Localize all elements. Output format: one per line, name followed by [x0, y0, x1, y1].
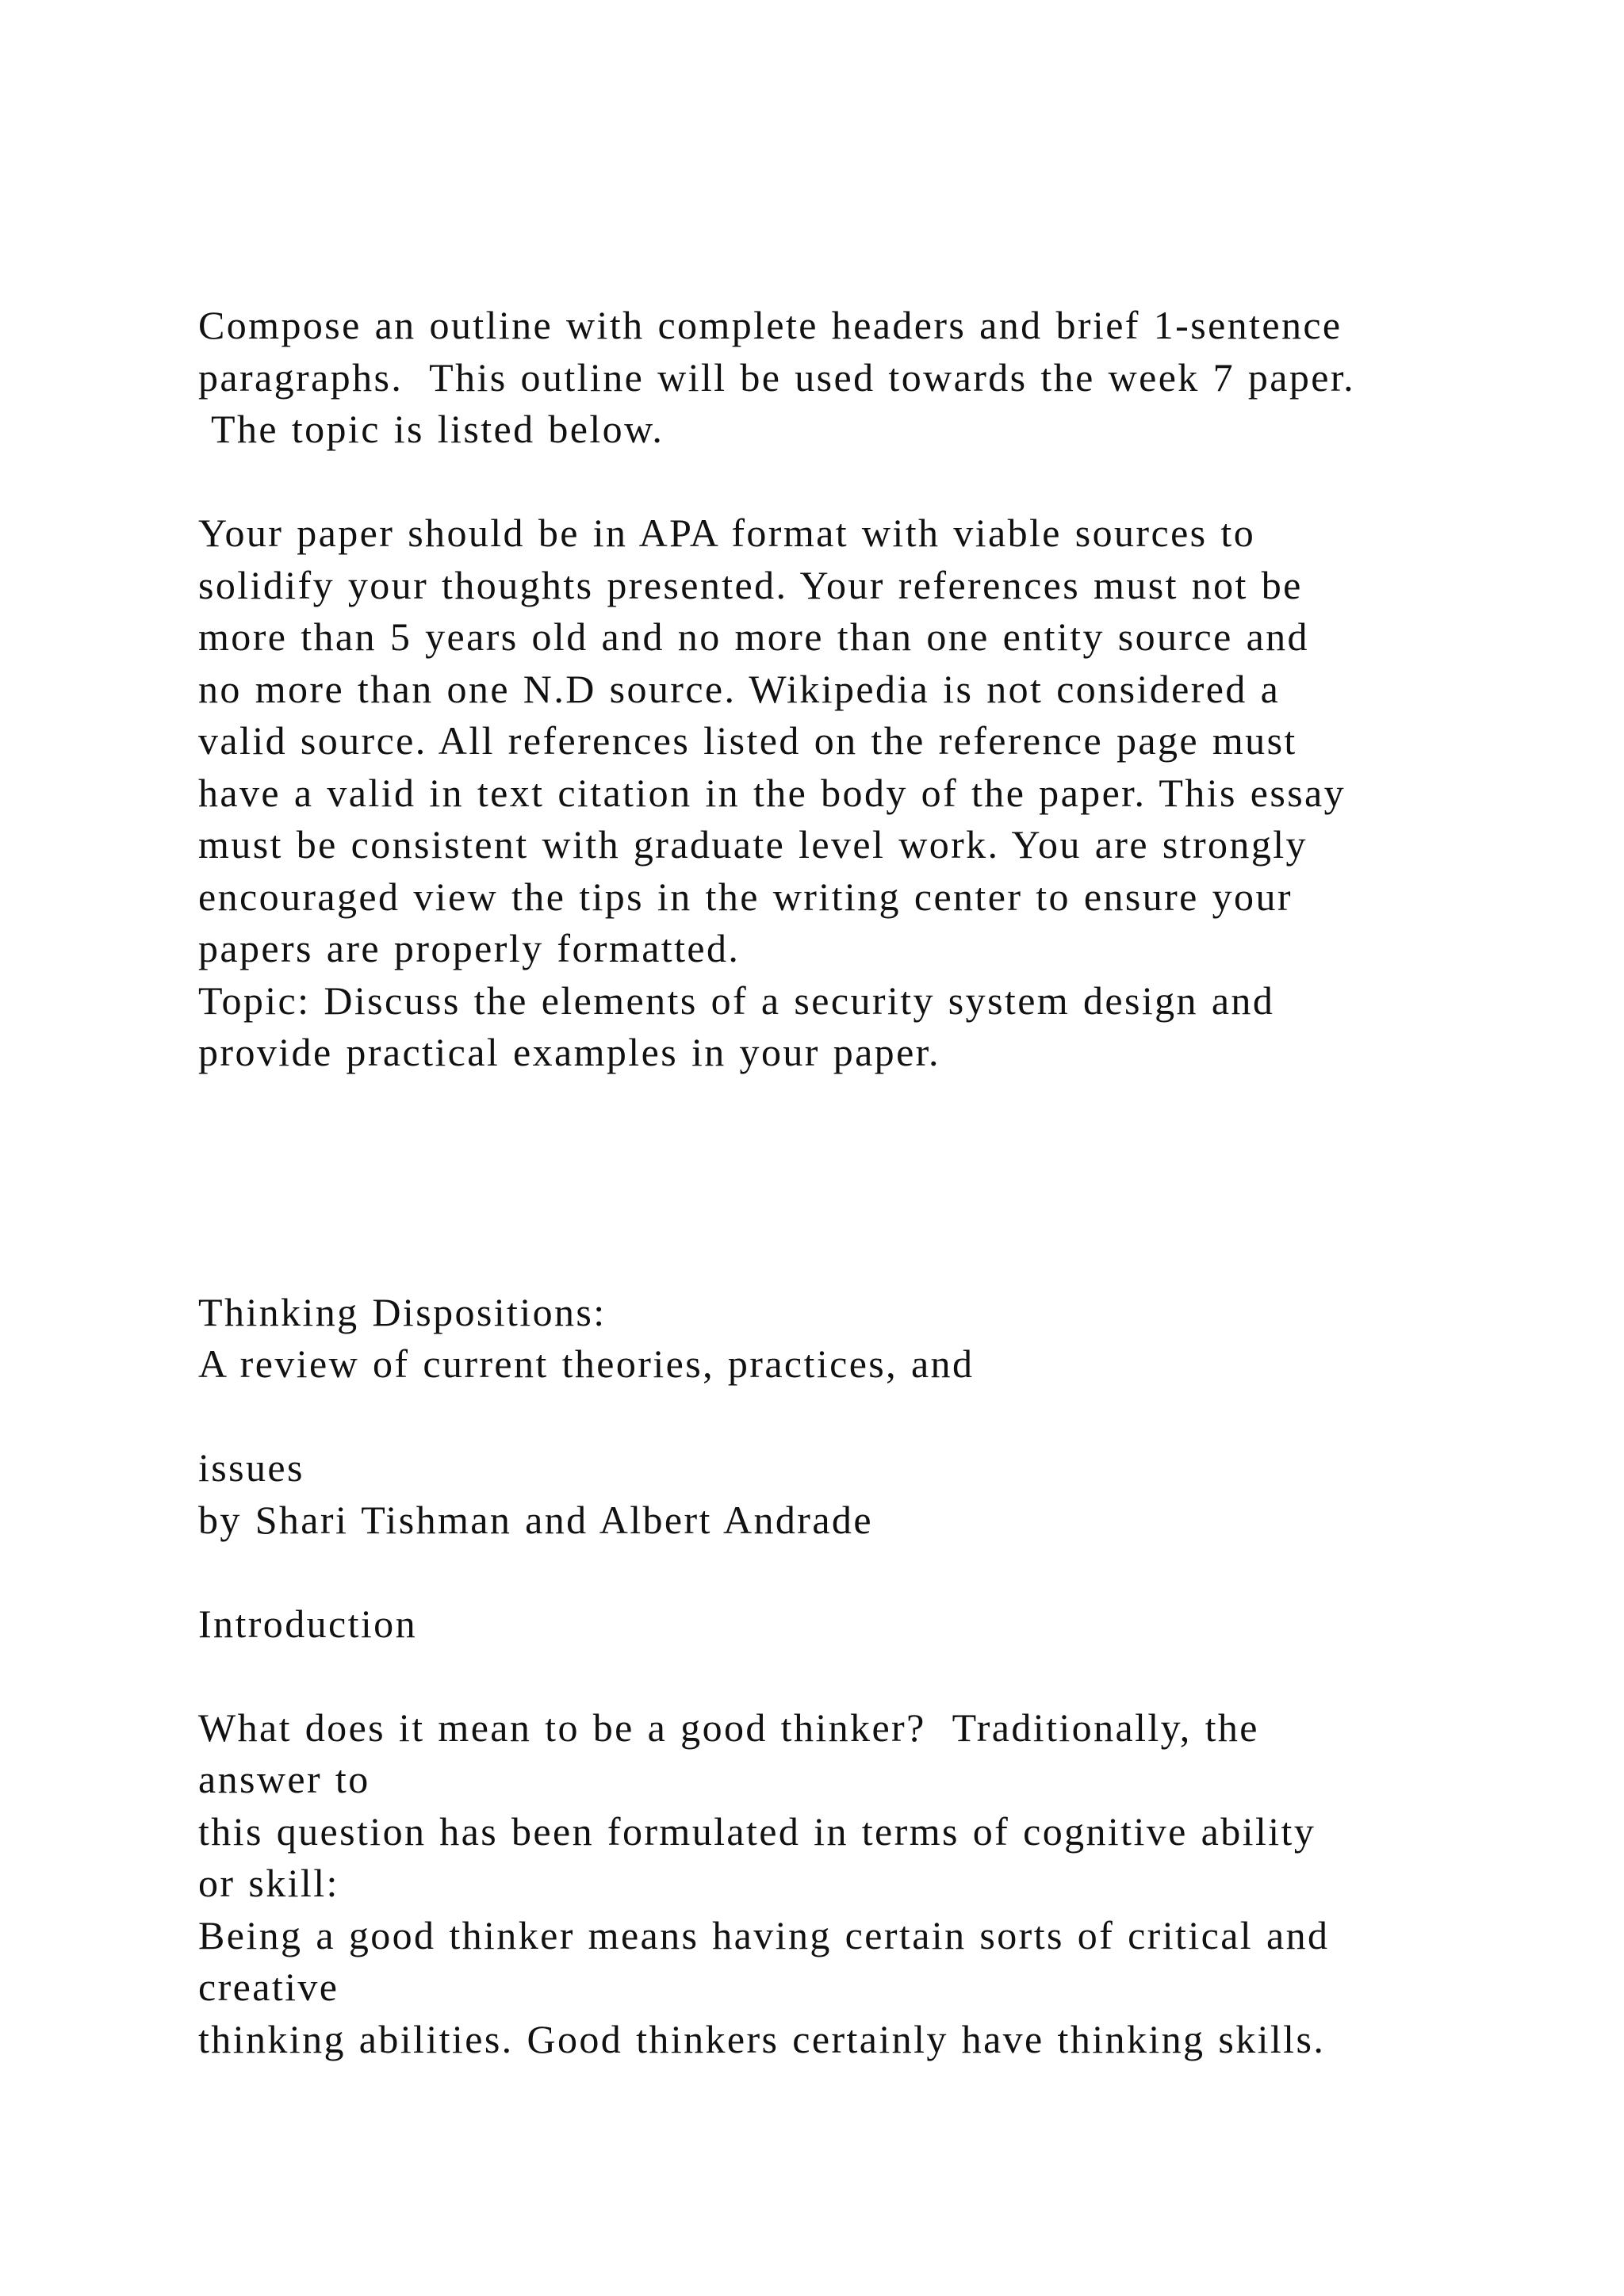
text-line: Your paper should be in APA format with viable sources to [198, 511, 1256, 555]
text-line: provide practical examples in your paper. [198, 1030, 940, 1074]
text-line: Being a good thinker means having certain sorts of critical and [198, 1912, 1330, 1957]
blank-line [198, 1391, 1546, 1443]
text-line: What does it mean to be a good thinker? Traditionally, the [198, 1705, 1259, 1750]
blank-line [198, 1234, 1546, 1287]
text-line: no more than one N.D source. Wikipedia is not considered a [198, 666, 1281, 711]
text-line: more than 5 years old and no more than one entity source and [198, 614, 1309, 659]
text-line: encouraged view the tips in the writing center to ensure your [198, 874, 1293, 919]
topic-line: Topic: Discuss the elements of a security system design and [198, 978, 1275, 1023]
text-line: paragraphs. This outline will be used towards the week 7 paper. [198, 354, 1356, 400]
blank-line [198, 456, 1546, 508]
blank-line [198, 1183, 1546, 1235]
blank-line [198, 1546, 1546, 1598]
text-line: thinking abilities. Good thinkers certainly have thinking skills. [198, 2016, 1326, 2061]
text-line: creative [198, 1965, 339, 2009]
text-line: Compose an outline with complete headers and brief 1-sentence [198, 303, 1342, 347]
text-line: this question has been formulated in terms of cognitive ability [198, 1808, 1316, 1854]
text-line: answer to [198, 1757, 370, 1801]
text-line: papers are properly formatted. [198, 926, 741, 970]
text-line: must be consistent with graduate level work. You are strongly [198, 822, 1308, 867]
blank-line [198, 1131, 1546, 1183]
document-body [198, 300, 1546, 2065]
text-line: have a valid in text citation in the body of the paper. This essay [198, 770, 1346, 815]
article-subtitle: issues [198, 1445, 304, 1490]
article-title: Thinking Dispositions: [198, 1289, 607, 1334]
article-authors: by Shari Tishman and Albert Andrade [198, 1497, 873, 1542]
text-line: solidify your thoughts presented. Your references must not be [198, 562, 1303, 607]
text-line: The topic is listed below. [198, 407, 665, 451]
blank-line [198, 1650, 1546, 1702]
blank-line [198, 1079, 1546, 1131]
text-line: or skill: [198, 1861, 339, 1905]
article-subtitle: A review of current theories, practices, and [198, 1341, 975, 1386]
section-heading: Introduction [198, 1601, 417, 1646]
text-line: valid source. All references listed on the reference page must [198, 718, 1297, 763]
